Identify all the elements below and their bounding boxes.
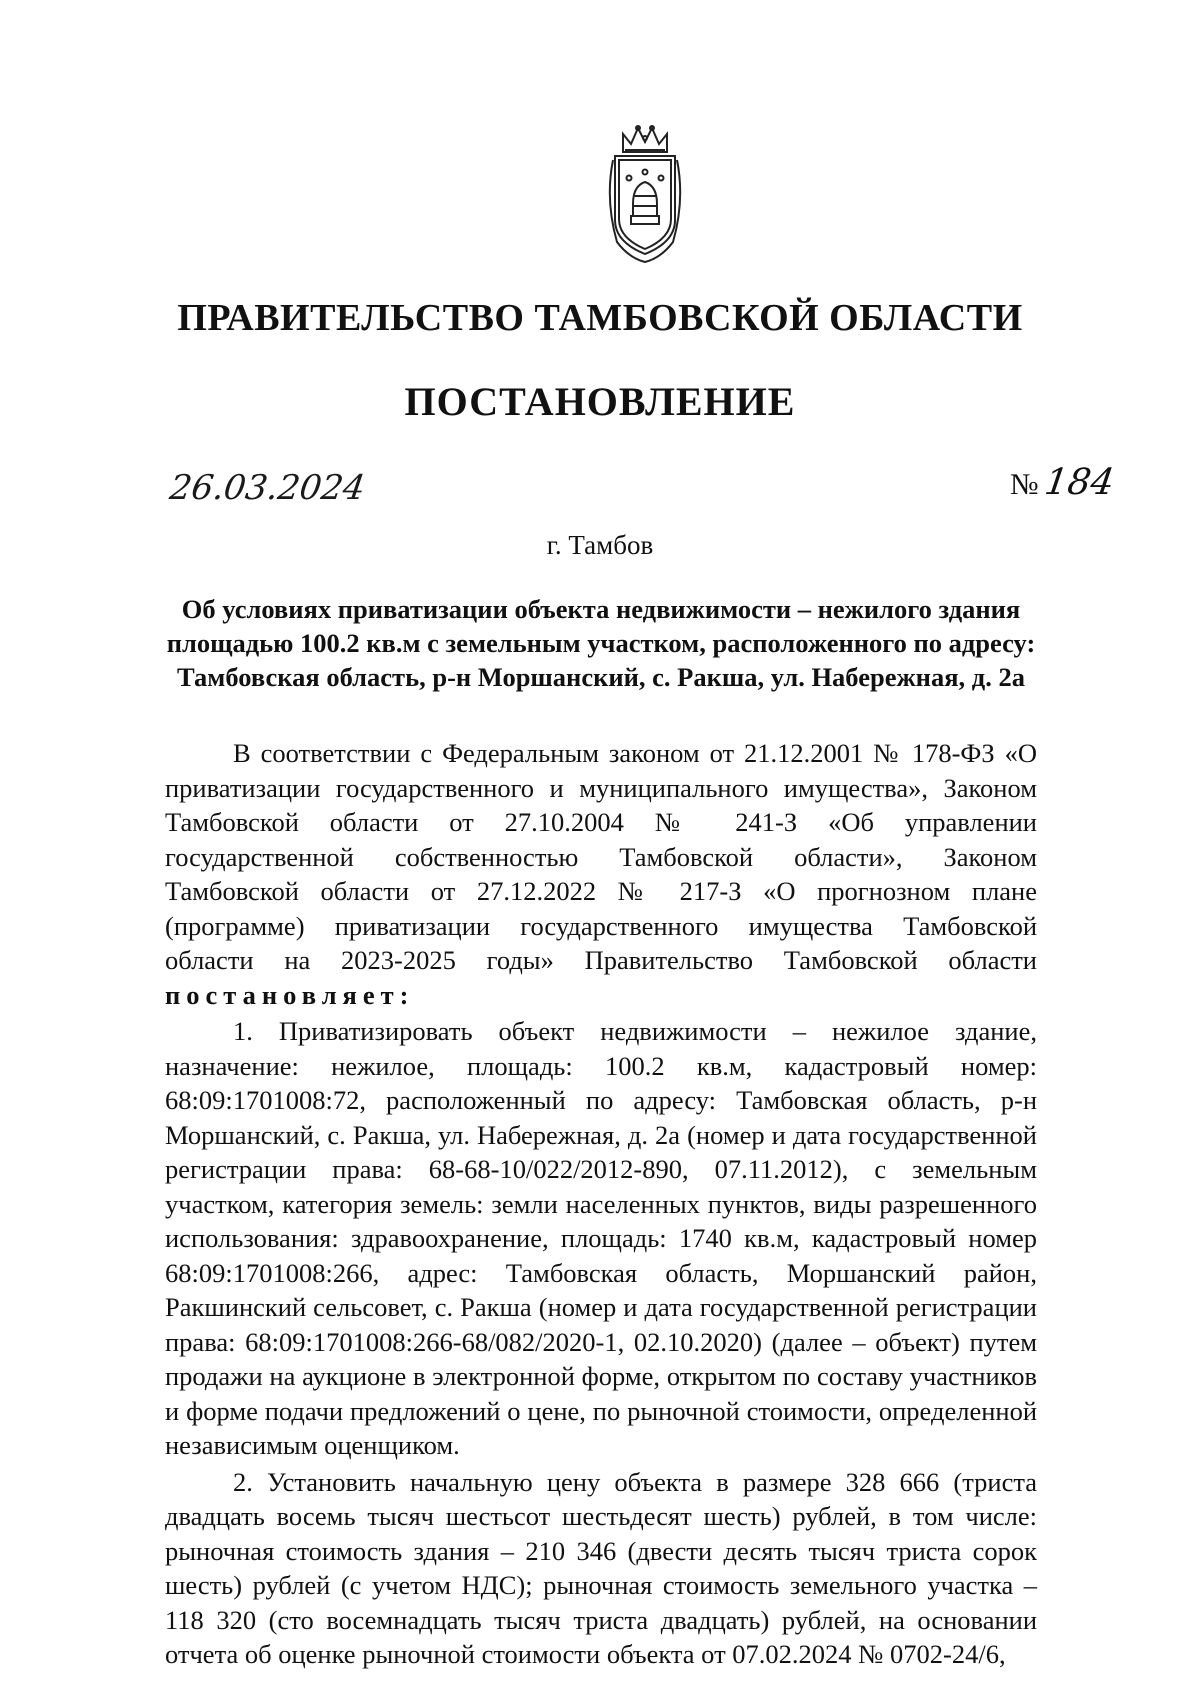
document-number-block: [1010, 462, 1117, 503]
document-date: 26.03.2024: [167, 468, 368, 508]
document-type-title: ПОСТАНОВЛЕНИЕ: [404, 379, 796, 424]
decree-word: постановляет:: [165, 979, 415, 1010]
document-body: [165, 736, 1037, 1672]
preamble-paragraph: [165, 736, 1037, 1012]
document-number: 184: [1041, 462, 1117, 503]
item-1-paragraph: 1. Приватизировать объект недвижимости – нежилое здание, назначение: нежилое, площадь: 100.2 кв.м, кадастровый номер: 68:09:1701008:72, расположенный по адресу: Тамбовская область, р-н Моршанский, с. Ракша, ул. Набережная, д. 2а (номер и дата государственной регистрации права: 68-68-10/022/2012-890, 07.11.2012), с земельным участком, категория земель: земли населенных пунктов, виды разрешенного использования: здравоохранение, площадь: 1740 кв.м, кадастровый номер 68:09:1701008:266, адрес: Тамбовская область, Моршанский район, Ракшинский сельсовет, с. Ракша (номер и дата государственной регистрации права: 68:09:1701008:266-68/082/2020-1, 02.10.2020) (далее – объект) путем продажи на аукционе в электронной форме, открытом по составу участников и форме подачи предложений о цене, по рыночной стоимости, определенной независимым оценщиком.: [165, 1016, 1037, 1460]
preamble-text: В соответствии с Федеральным законом от 21.12.2001 № 178-ФЗ «О приватизации государственного и муниципального имущества», Законом Тамбовской области от 27.10.2004 № 241-З «Об управлении государственной собственностью Тамбовской области», Законом Тамбовской области от 27.12.2022 № 217-З «О прогнозном плане (программе) приватизации государственного имущества Тамбовской области на 2023-2025 годы» Правительство Тамбовской области: [165, 738, 1037, 975]
item-2-paragraph: 2. Установить начальную цену объекта в размере 328 666 (триста двадцать восемь тысяч шестьсот шестьдесят шесть) рублей, в том числе: рыночная стоимость здания – 210 346 (двести десять тысяч триста сорок шесть) рублей (с учетом НДС); рыночная стоимость земельного участка – 118 320 (сто восемнадцать тысяч триста двадцать) рублей, на основании отчета об оценке рыночной стоимости объекта от 07.02.2024 № 0702-24/6,: [165, 1466, 1037, 1669]
government-title: ПРАВИТЕЛЬСТВО ТАМБОВСКОЙ ОБЛАСТИ: [177, 297, 1023, 339]
document-subject: Об условиях приватизации объекта недвижимости – нежилого здания площадью 100.2 кв.м с земельным участком, расположенного по адресу: Тамбовская область, р-н Моршанский, с. Ракша, ул. Набережная, д. 2а: [166, 594, 1036, 692]
tambov-coat-of-arms-icon: [595, 120, 695, 270]
number-sign: №: [1010, 468, 1039, 501]
city-line: г. Тамбов: [546, 530, 654, 560]
